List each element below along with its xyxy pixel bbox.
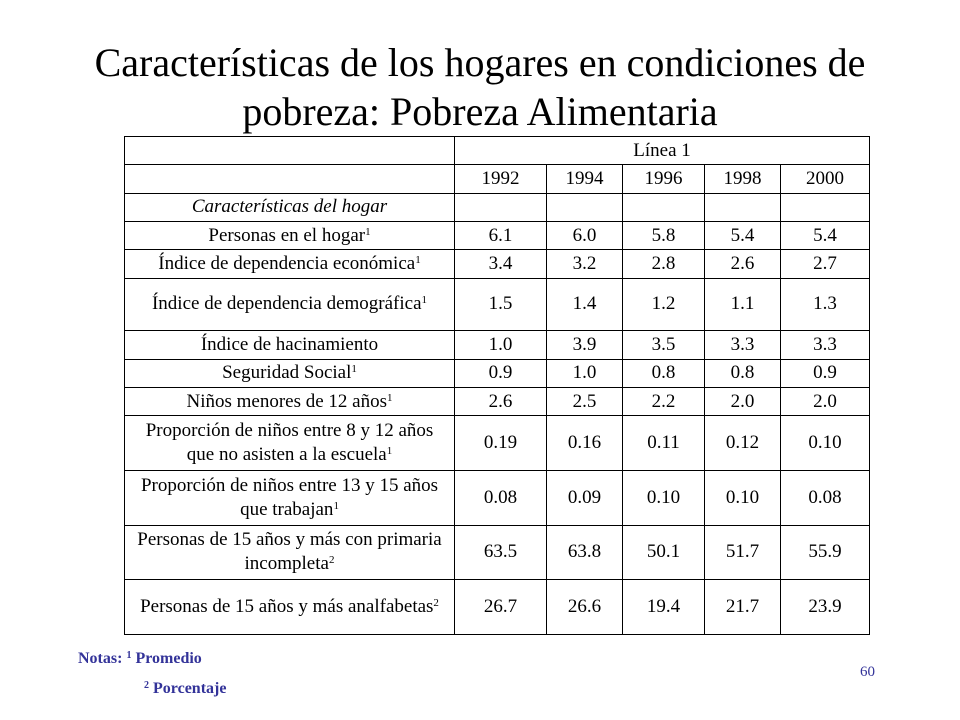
value-cell: 2.6 <box>705 250 781 278</box>
value-cell: 0.12 <box>705 416 781 471</box>
row-label <box>125 525 455 580</box>
value-cell: 2.0 <box>781 387 870 415</box>
empty-cell <box>623 193 705 221</box>
table-year-header-row <box>125 165 870 193</box>
value-cell: 1.5 <box>455 278 547 331</box>
value-cell: 0.09 <box>547 470 623 525</box>
value-cell: 0.19 <box>455 416 547 471</box>
year-header: 2000 <box>781 165 870 193</box>
year-header: 1994 <box>547 165 623 193</box>
poverty-characteristics-table <box>124 136 870 635</box>
row-label-text: Niños menores de 12 años <box>186 390 388 412</box>
empty-cell <box>455 193 547 221</box>
value-cell: 3.4 <box>455 250 547 278</box>
value-cell: 21.7 <box>705 580 781 635</box>
row-label-text: Seguridad Social <box>222 362 352 384</box>
value-cell: 0.16 <box>547 416 623 471</box>
value-cell: 5.4 <box>781 221 870 249</box>
value-cell: 3.2 <box>547 250 623 278</box>
value-cell: 2.2 <box>623 387 705 415</box>
table-row <box>125 387 870 415</box>
footnote-1-text: Promedio <box>135 650 202 667</box>
table-corner-cell <box>125 137 455 165</box>
value-cell: 0.8 <box>623 359 705 387</box>
footnote-2-mark: 2 <box>144 680 149 691</box>
value-cell: 0.08 <box>781 470 870 525</box>
row-footnote-mark: 1 <box>421 294 428 307</box>
value-cell: 3.3 <box>781 331 870 359</box>
row-footnote-mark: 1 <box>386 445 393 458</box>
value-cell: 5.8 <box>623 221 705 249</box>
row-label-text: Índice de dependencia económica <box>158 252 416 274</box>
table-corner-cell <box>125 165 455 193</box>
empty-cell <box>705 193 781 221</box>
table-row <box>125 278 870 331</box>
row-footnote-mark: 1 <box>333 499 339 512</box>
row-footnote-mark: 1 <box>351 363 357 376</box>
value-cell: 3.3 <box>705 331 781 359</box>
row-label <box>125 416 455 471</box>
value-cell: 0.9 <box>455 359 547 387</box>
empty-cell <box>781 193 870 221</box>
value-cell: 26.6 <box>547 580 623 635</box>
value-cell: 51.7 <box>705 525 781 580</box>
value-cell: 0.10 <box>623 470 705 525</box>
table-row <box>125 416 870 471</box>
row-footnote-mark: 1 <box>387 391 393 404</box>
footnote-1 <box>78 650 202 668</box>
value-cell: 55.9 <box>781 525 870 580</box>
row-label-text: Personas en el hogar <box>208 224 366 246</box>
table-group-header-row <box>125 137 870 165</box>
value-cell: 5.4 <box>705 221 781 249</box>
table-row <box>125 221 870 249</box>
value-cell: 2.7 <box>781 250 870 278</box>
row-label <box>125 331 455 359</box>
table-row <box>125 331 870 359</box>
value-cell: 1.3 <box>781 278 870 331</box>
value-cell: 1.0 <box>547 359 623 387</box>
value-cell: 19.4 <box>623 580 705 635</box>
row-footnote-mark: 2 <box>328 554 335 567</box>
footnote-2-text: Porcentaje <box>153 680 227 697</box>
row-label <box>125 250 455 278</box>
value-cell: 0.10 <box>781 416 870 471</box>
value-cell: 6.0 <box>547 221 623 249</box>
notes-label: Notas: <box>78 650 123 667</box>
value-cell: 0.10 <box>705 470 781 525</box>
row-footnote-mark: 1 <box>365 225 371 238</box>
value-cell: 2.6 <box>455 387 547 415</box>
value-cell: 6.1 <box>455 221 547 249</box>
value-cell: 2.5 <box>547 387 623 415</box>
row-label-text: Proporción de niños entre 8 y 12 años que no asisten a la escuela <box>145 420 434 466</box>
value-cell: 1.2 <box>623 278 705 331</box>
value-cell: 23.9 <box>781 580 870 635</box>
row-label <box>125 387 455 415</box>
row-label-text: Índice de hacinamiento <box>200 333 379 355</box>
page-number: 60 <box>860 664 875 680</box>
footnote-2 <box>144 680 226 698</box>
empty-cell <box>547 193 623 221</box>
year-header: 1992 <box>455 165 547 193</box>
year-header: 1998 <box>705 165 781 193</box>
value-cell: 26.7 <box>455 580 547 635</box>
table-row <box>125 525 870 580</box>
value-cell: 63.5 <box>455 525 547 580</box>
row-label <box>125 470 455 525</box>
year-header: 1996 <box>623 165 705 193</box>
value-cell: 1.1 <box>705 278 781 331</box>
row-footnote-mark: 2 <box>433 597 439 610</box>
value-cell: 3.5 <box>623 331 705 359</box>
row-footnote-mark: 1 <box>415 253 421 266</box>
value-cell: 63.8 <box>547 525 623 580</box>
slide-title: Características de los hogares en condiciones de pobreza: Pobreza Alimentaria <box>94 40 866 134</box>
group-header-linea-1: Línea 1 <box>455 137 870 165</box>
value-cell: 1.4 <box>547 278 623 331</box>
row-label <box>125 580 455 635</box>
value-cell: 0.9 <box>781 359 870 387</box>
value-cell: 1.0 <box>455 331 547 359</box>
value-cell: 0.11 <box>623 416 705 471</box>
row-label <box>125 221 455 249</box>
value-cell: 50.1 <box>623 525 705 580</box>
row-label-text: Personas de 15 años y más analfabetas <box>140 596 434 618</box>
table-row <box>125 359 870 387</box>
row-header-label: Características del hogar <box>125 193 455 221</box>
table-row <box>125 580 870 635</box>
table-row-header-row <box>125 193 870 221</box>
table-row <box>125 250 870 278</box>
row-label-text: Personas de 15 años y más con primaria incompleta <box>137 529 442 575</box>
value-cell: 0.8 <box>705 359 781 387</box>
row-label <box>125 359 455 387</box>
value-cell: 2.0 <box>705 387 781 415</box>
row-label-text: Índice de dependencia demográfica <box>151 293 422 315</box>
table-row <box>125 470 870 525</box>
value-cell: 3.9 <box>547 331 623 359</box>
row-label-text: Proporción de niños entre 13 y 15 años que trabajan <box>140 474 439 520</box>
value-cell: 0.08 <box>455 470 547 525</box>
footnote-1-mark: 1 <box>126 650 132 661</box>
row-label <box>125 278 455 331</box>
value-cell: 2.8 <box>623 250 705 278</box>
